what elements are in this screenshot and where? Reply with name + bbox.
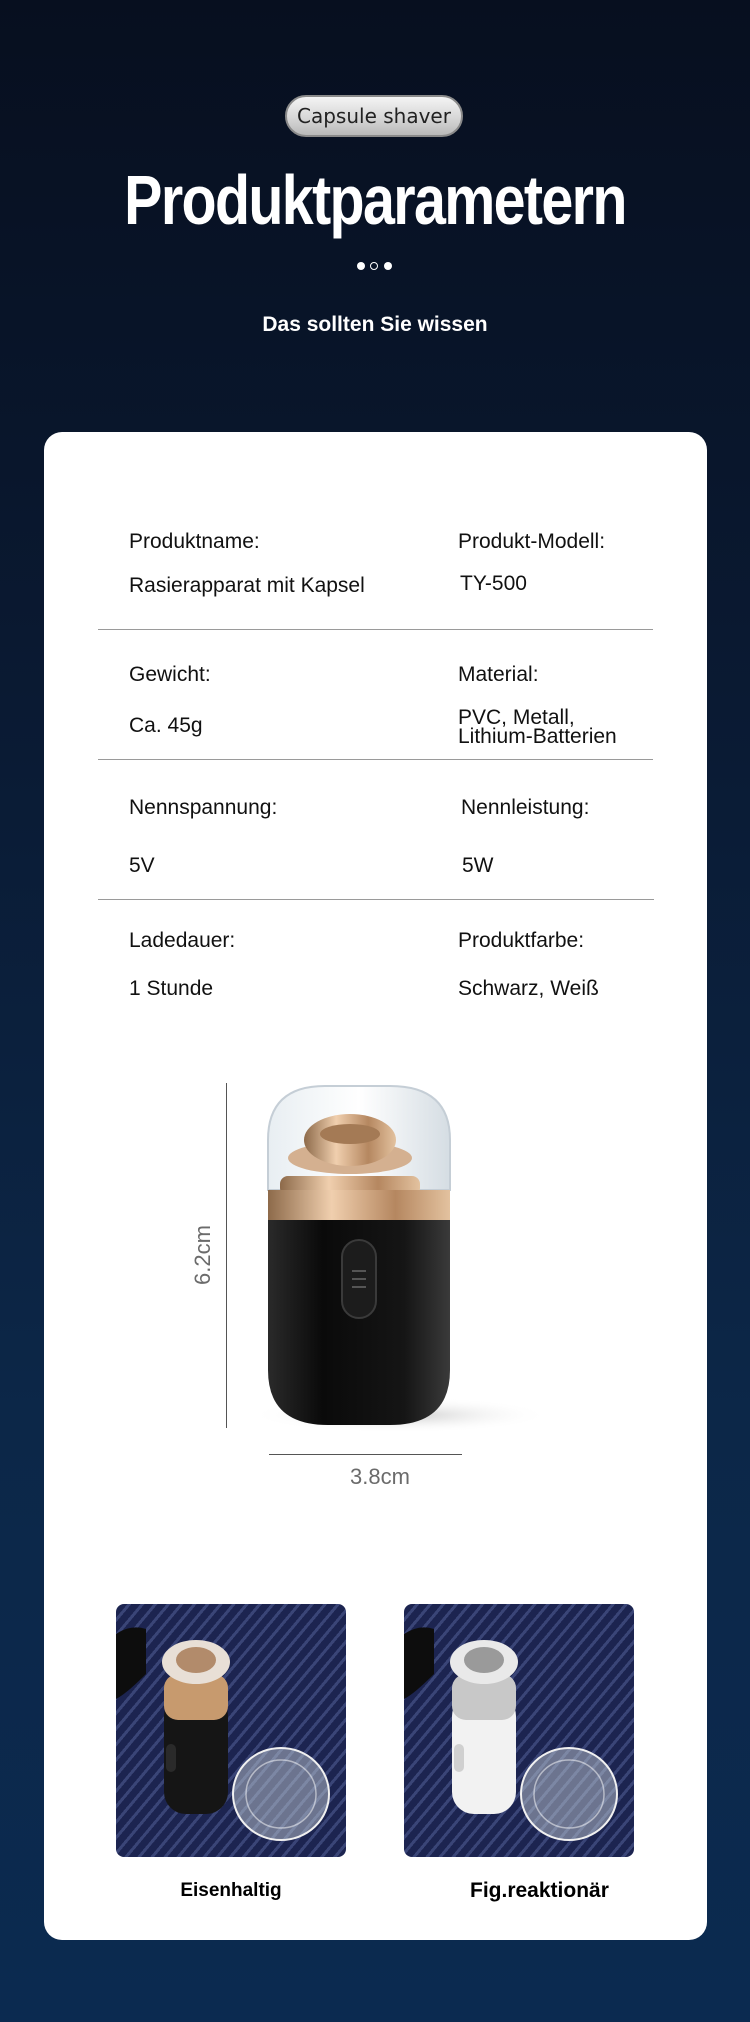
width-dimension-label: 3.8cm — [350, 1464, 410, 1489]
height-dimension-line — [226, 1083, 227, 1428]
spec-value-material — [458, 708, 617, 746]
white-shaver-image — [404, 1604, 634, 1857]
spec-value-product-name: Rasierapparat mit Kapsel — [129, 574, 365, 597]
spec-label-product-name: Produktname: — [129, 530, 260, 553]
spec-value-weight: Ca. 45g — [129, 714, 203, 737]
variant-caption-black: Eisenhaltig — [180, 1880, 282, 1901]
variant-caption-white: Fig.reaktionär — [470, 1879, 609, 1902]
category-badge: Capsule shaver — [285, 95, 463, 137]
spec-value-voltage: 5V — [129, 854, 155, 877]
variant-photo-white — [404, 1604, 634, 1857]
spec-value-color: Schwarz, Weiß — [458, 977, 599, 1000]
divider — [98, 899, 654, 900]
spec-value-charge-time: 1 Stunde — [129, 977, 214, 1000]
height-dimension-label: 6.2cm — [190, 1225, 215, 1285]
spec-label-voltage: Nennspannung: — [129, 796, 278, 819]
dot-icon — [357, 262, 365, 270]
subtitle: Das sollten Sie wissen — [262, 313, 488, 336]
dot-icon — [384, 262, 392, 270]
spec-label-power: Nennleistung: — [461, 796, 590, 819]
decorative-dots — [355, 260, 395, 272]
spec-label-charge-time: Ladedauer: — [129, 929, 236, 952]
spec-label-weight: Gewicht: — [129, 663, 211, 686]
spec-value-model: TY-500 — [460, 572, 527, 595]
variant-photo-black — [116, 1604, 346, 1857]
dot-outline-icon — [370, 262, 378, 270]
black-shaver-image — [116, 1604, 346, 1857]
material-line-2: Lithium-Batterien — [458, 725, 617, 748]
spec-label-material: Material: — [458, 663, 539, 686]
capsule-shaver-image — [250, 1080, 550, 1440]
spec-label-model: Produkt-Modell: — [458, 530, 606, 553]
divider — [98, 629, 653, 630]
width-dimension-line — [269, 1454, 462, 1455]
spec-label-color: Produktfarbe: — [458, 929, 585, 952]
material-line-1: PVC, Metall, — [458, 706, 575, 729]
spec-value-power: 5W — [462, 854, 494, 877]
divider — [98, 759, 653, 760]
page-title: Produktparametern — [124, 161, 626, 239]
